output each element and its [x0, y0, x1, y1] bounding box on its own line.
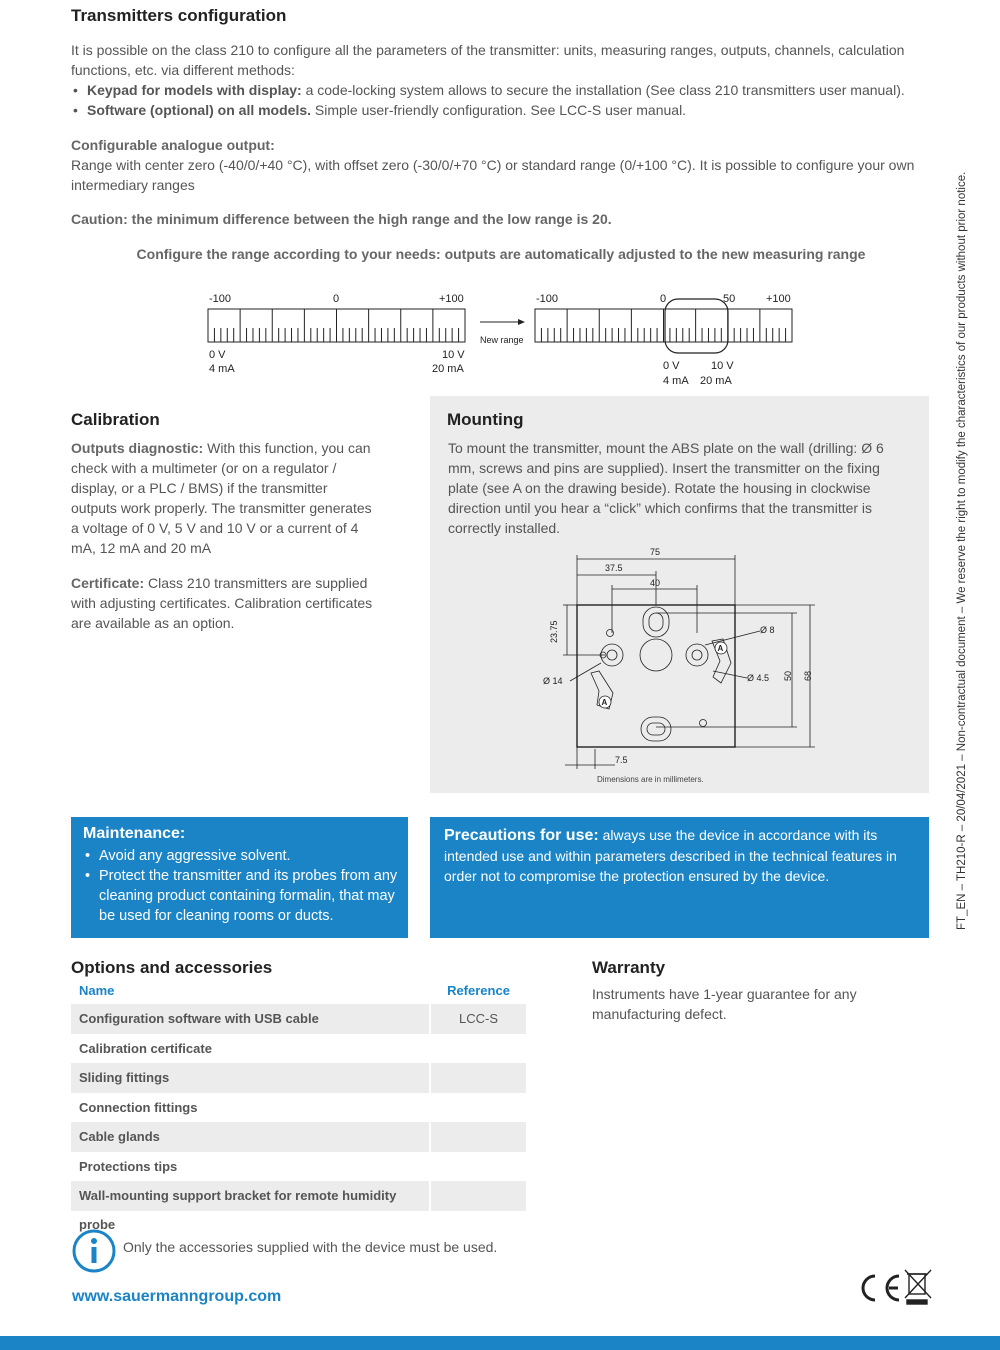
dim-68: 68 [803, 670, 813, 681]
table-row [71, 1181, 526, 1232]
side-legal-note: FT_EN – TH210-R – 20/04/2021 – Non-contractual document – We reserve the right to modify the characteristics of our products without prior notice. [956, 171, 968, 930]
row-name: Wall-mounting support bracket for remote humidity probe [71, 1181, 429, 1211]
table-row [71, 1122, 526, 1152]
row-ref [431, 1181, 526, 1211]
maintenance-title: Maintenance: [83, 825, 186, 842]
options-table [71, 980, 526, 1232]
row-ref [431, 1122, 526, 1152]
dim-7-5: 7.5 [615, 755, 628, 765]
mounting-title: Mounting [447, 410, 524, 429]
analogue-title: Configurable analogue output: [71, 137, 275, 153]
bullet-software-bold: Software (optional) on all models. [87, 102, 312, 118]
diagnostic-text: With this function, you can check with a multimeter (or on a regulator / display, or a PLC / BMS) if the transmitter outputs work properly. The transmitter generates a voltage of 0 V, 5 V and 10 V or a current of 4 mA, 12 mA and 20 mA [71, 440, 372, 556]
diagnostic-bold: Outputs diagnostic: [71, 440, 204, 456]
ce-mark-icon [855, 1266, 935, 1308]
right-label-max: +100 [766, 293, 791, 305]
dim-23-75: 23.75 [549, 620, 559, 643]
dim-37-5: 37.5 [605, 563, 623, 573]
right-below-ma2: 20 mA [700, 375, 732, 387]
table-row [71, 1152, 526, 1182]
precautions-text [444, 825, 916, 886]
maintenance-list [83, 846, 403, 926]
dimensions-caption: Dimensions are in millimeters. [597, 775, 704, 784]
dim-75: 75 [650, 547, 661, 557]
right-below-v: 0 V [663, 360, 680, 372]
left-label-min: -100 [209, 293, 232, 305]
info-note: Only the accessories supplied with the device must be used. [123, 1239, 498, 1255]
transmitters-title: Transmitters configuration [71, 6, 287, 25]
dim-d14: Ø 14 [543, 676, 563, 686]
configure-text: Configure the range according to your needs: outputs are automatically adjusted to the new measuring range [136, 246, 866, 262]
calibration-certificate [71, 573, 376, 633]
left-below-ma: 4 mA [209, 363, 235, 375]
left-below-v2: 10 V [442, 349, 465, 361]
right-scale-ticks [535, 309, 792, 342]
options-title: Options and accessories [71, 958, 273, 977]
precautions-body: always use the device in accordance with its intended use and within parameters described in the technical features in order not to compromise the protection ensured by the device. [444, 827, 897, 884]
caution-text: Caution: the minimum difference between the high range and the low range is 20. [71, 211, 612, 227]
dim-40: 40 [650, 578, 661, 588]
dim-d4-5: Ø 4.5 [747, 673, 770, 683]
label-a-right: A [717, 644, 724, 653]
new-range-label: New range [480, 335, 524, 345]
row-name: Configuration software with USB cable [71, 1004, 429, 1034]
certificate-bold: Certificate: [71, 575, 145, 591]
precautions-bold: Precautions for use: [444, 827, 599, 844]
row-name: Connection fittings [79, 1099, 198, 1115]
dim-d8: Ø 8 [760, 625, 775, 635]
analogue-text: Range with center zero (-40/0/+40 °C), with offset zero (-30/0/+70 °C) or standard range (0/+100 °C). It is possible to configure your own intermediary ranges [71, 157, 915, 193]
bullet-keypad-text: a code-locking system allows to secure the installation (See class 210 transmitters user manual). [301, 82, 905, 98]
warranty-title: Warranty [592, 958, 666, 977]
left-below-ma2: 20 mA [432, 363, 464, 375]
new-range-highlight [665, 299, 728, 353]
bullet-software-text: Simple user-friendly configuration. See LCC-S user manual. [311, 102, 687, 118]
right-label-50: 50 [723, 293, 736, 305]
certificate-text: Class 210 transmitters are supplied with adjusting certificates. Calibration certificates are available as an option. [71, 575, 373, 631]
col-name-header: Name [79, 983, 115, 998]
calibration-diagnostic [71, 438, 376, 558]
calibration-title: Calibration [71, 410, 160, 429]
row-ref [431, 1063, 526, 1093]
col-ref-header: Reference [447, 983, 510, 998]
left-scale-ticks [208, 309, 465, 342]
transmitters-intro: It is possible on the class 210 to configure all the parameters of the transmitter: units, measuring ranges, outputs, channels, calculation functions, etc. via different methods: [71, 42, 905, 78]
right-below-v2: 10 V [711, 360, 734, 372]
bullet-software [71, 100, 921, 120]
options-table-header [71, 980, 526, 1004]
label-a-left: A [601, 698, 608, 707]
maintenance-item: • Protect the transmitter and its probes from any cleaning product containing formalin, that may be used for cleaning rooms or ducts. [83, 866, 403, 926]
left-label-zero: 0 [333, 293, 340, 305]
left-label-max: +100 [439, 293, 464, 305]
row-name: Sliding fittings [71, 1063, 429, 1093]
website-link[interactable]: www.sauermanngroup.com [72, 1288, 282, 1305]
table-row [71, 1063, 526, 1093]
right-label-zero: 0 [660, 293, 667, 305]
mounting-drawing [535, 543, 825, 788]
right-label-min: -100 [536, 293, 559, 305]
table-row [71, 1004, 526, 1034]
row-name: Calibration certificate [79, 1040, 212, 1056]
row-ref [431, 1152, 526, 1182]
bullet-keypad-bold: Keypad for models with display: [87, 82, 302, 98]
maintenance-box [71, 817, 408, 938]
range-diagram [195, 288, 815, 393]
table-row [71, 1093, 526, 1123]
row-name: Protections tips [79, 1158, 178, 1174]
mounting-text: To mount the transmitter, mount the ABS plate on the wall (drilling: Ø 6 mm, screws and pins are supplied). Insert the transmitter on the fixing plate (see A on the drawing beside). Rotate the housing in clockwise direction until you hear a “click” which confirms that the transmitter is correctly installed. [448, 440, 884, 536]
row-name: Cable glands [71, 1122, 429, 1152]
right-below-ma: 4 mA [663, 375, 689, 387]
warranty-text: Instruments have 1-year guarantee for any manufacturing defect. [592, 986, 857, 1022]
precautions-box [430, 817, 929, 938]
transmitters-bullets [71, 80, 921, 120]
left-below-v: 0 V [209, 349, 226, 361]
info-icon [71, 1228, 117, 1274]
bullet-keypad [71, 80, 921, 100]
dim-50: 50 [783, 670, 793, 681]
table-row [71, 1034, 526, 1064]
weee-icon [905, 1270, 931, 1304]
footer-bar [0, 1336, 1000, 1350]
row-ref: LCC-S [431, 1004, 526, 1034]
maintenance-item: • Avoid any aggressive solvent. [83, 846, 403, 866]
new-range-arrow-head [518, 319, 525, 325]
row-ref [431, 1034, 526, 1064]
row-ref [431, 1093, 526, 1123]
